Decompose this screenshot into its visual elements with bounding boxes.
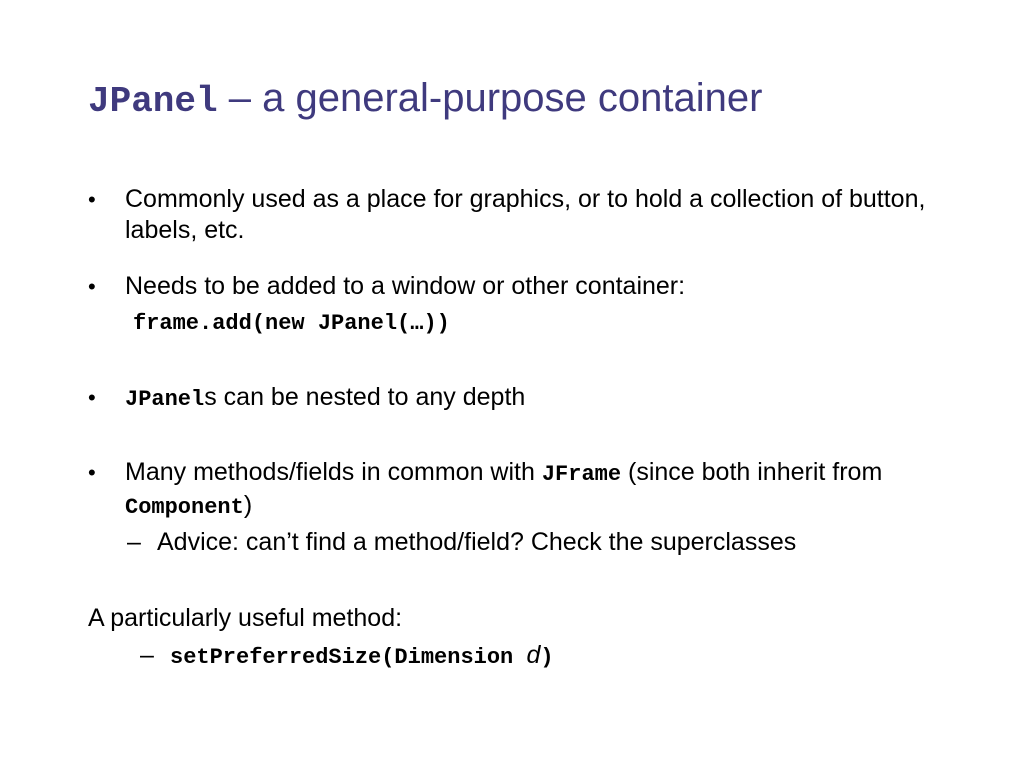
sub-bullet-dash: – bbox=[127, 528, 141, 556]
bullet-item-1 bbox=[88, 184, 948, 246]
code-component: Component bbox=[125, 495, 244, 520]
bullet-dot: • bbox=[88, 187, 96, 212]
method-line bbox=[140, 640, 554, 673]
method-intro: A particularly useful method: bbox=[88, 604, 403, 632]
bullet-text: Commonly used as a place for graphics, or to hold a collection of button, labels, etc. bbox=[125, 185, 926, 244]
slide-title bbox=[88, 72, 762, 128]
sub-bullet-text: Advice: can’t find a method/field? Check the superclasses bbox=[157, 528, 797, 556]
bullet-dot: • bbox=[88, 385, 96, 410]
bullet-text-mid: (since both inherit from bbox=[621, 458, 883, 486]
bullet-text: s can be nested to any depth bbox=[204, 383, 526, 411]
bullet-dot: • bbox=[88, 274, 96, 299]
bullet-content bbox=[125, 457, 948, 523]
code-line-frame-add: frame.add(new JPanel(…)) bbox=[133, 311, 450, 336]
bullet-item-4 bbox=[88, 457, 948, 523]
bullet-text-after: ) bbox=[243, 491, 253, 519]
code-jframe: JFrame bbox=[541, 462, 622, 487]
bullet-dot: • bbox=[88, 460, 96, 485]
bullet-code-jpanel: JPanel bbox=[125, 387, 205, 412]
method-dash: – bbox=[140, 641, 154, 669]
title-text: – a general-purpose container bbox=[217, 76, 763, 120]
bullet-text-before: Many methods/fields in common with bbox=[125, 458, 542, 486]
bullet-content bbox=[125, 382, 948, 415]
method-code: setPreferredSize(Dimension bbox=[170, 645, 527, 670]
sub-bullet-advice bbox=[127, 527, 796, 558]
bullet-item-2 bbox=[88, 271, 948, 302]
method-close: ) bbox=[540, 645, 554, 670]
bullet-text: Needs to be added to a window or other container: bbox=[125, 272, 686, 300]
bullet-item-3 bbox=[88, 382, 948, 415]
method-param: d bbox=[526, 641, 541, 669]
title-code-jpanel: JPanel bbox=[88, 81, 218, 122]
